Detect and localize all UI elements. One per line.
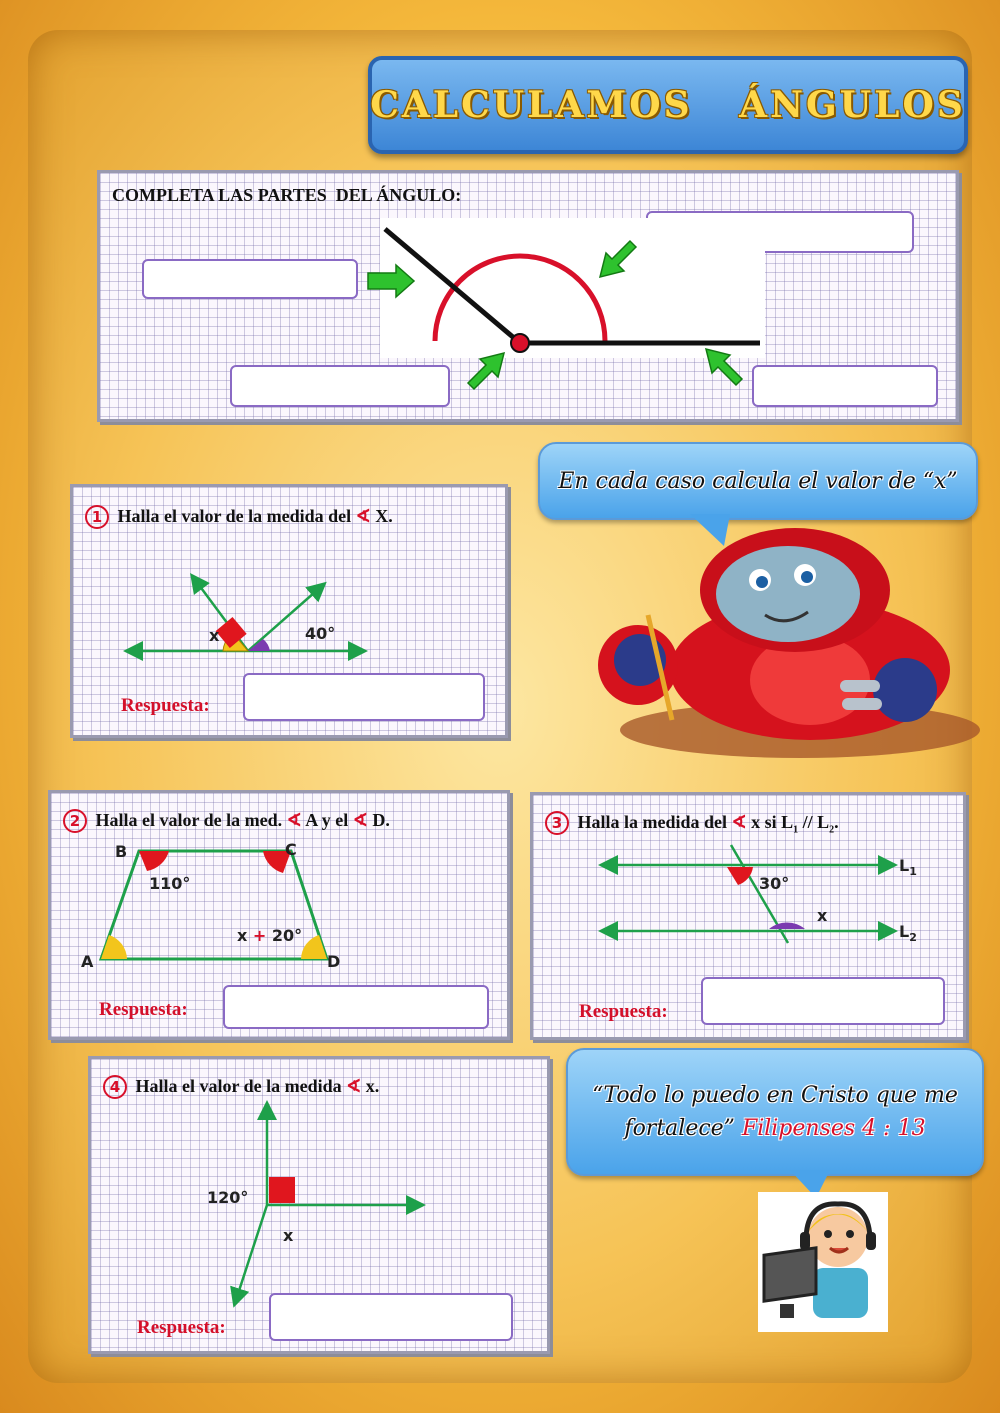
problem-2-answer-input[interactable] [223, 985, 489, 1029]
problem-4-number: 4 [103, 1075, 127, 1099]
instruction-bubble [538, 442, 978, 520]
svg-text:120°: 120° [207, 1188, 249, 1207]
diagram-white-bg [380, 218, 765, 358]
svg-text:L1: $L_1$ [899, 856, 917, 878]
svg-text:A: A [81, 952, 94, 971]
problem-3-number: 3 [545, 811, 569, 835]
answer-label: Respuesta: [99, 999, 188, 1020]
quote-reference: Filipenses 4 : 13 [741, 1116, 926, 1141]
robot-illustration [580, 520, 980, 770]
problem-3-answer-input[interactable] [701, 977, 945, 1025]
page-title: CALCULAMOS ÁNGULOS [370, 84, 966, 126]
answer-label: Respuesta: [121, 695, 210, 716]
problem-4-answer-input[interactable] [269, 1293, 513, 1341]
problem-4-heading: 4 Halla el valor de la medida ∢ x. [103, 1075, 379, 1099]
svg-text:40°: 40° [305, 624, 336, 643]
angle-parts-panel [97, 170, 959, 422]
angle-symbol-icon: ∢ [731, 812, 747, 832]
kid-computer-illustration [758, 1192, 888, 1332]
angle-diagram [100, 173, 956, 419]
problem-2-heading: 2 Halla el valor de la med. ∢ A y el ∢ D. [63, 809, 390, 833]
problem-3-heading: 3 Halla la medida del ∢ x si $L_1 // L_2$. [545, 811, 839, 836]
svg-text:x: x [209, 626, 220, 645]
problem-3-panel [530, 792, 966, 1040]
svg-text:30°: 30° [759, 874, 790, 893]
problem-1-panel [70, 484, 508, 738]
quote-line-2: fortalece” Filipenses 4 : 13 [624, 1116, 926, 1141]
quote-bubble [566, 1048, 984, 1176]
svg-text:x: x [283, 1226, 294, 1245]
svg-text:B: B [115, 842, 128, 861]
angle-parts-heading: COMPLETA LAS PARTES DEL ÁNGULO: [112, 185, 462, 205]
svg-text:x + 20°: x + 20° [237, 926, 303, 945]
angle-symbol-icon: ∢ [286, 810, 302, 830]
svg-text:L2: $L_2$ [899, 922, 917, 944]
answer-label: Respuesta: [579, 1001, 668, 1022]
problem-4-panel [88, 1056, 550, 1354]
problem-1-number: 1 [85, 505, 109, 529]
arrow-up-right-icon [468, 353, 504, 389]
problem-2-number: 2 [63, 809, 87, 833]
problem-1-answer-input[interactable] [243, 673, 485, 721]
angle-symbol-icon: ∢ [352, 810, 368, 830]
svg-text:C: C [285, 840, 297, 859]
angle-symbol-icon: ∢ [355, 506, 371, 526]
answer-label: Respuesta: [137, 1317, 226, 1338]
svg-text:110°: 110° [149, 874, 191, 893]
instruction-text: En cada caso calcula el valor de “x” [558, 468, 958, 494]
angle-vertex [511, 334, 529, 352]
problem-1-heading: 1 Halla el valor de la medida del ∢ X. [85, 505, 393, 529]
svg-text:x: x [817, 906, 828, 925]
angle-symbol-icon: ∢ [346, 1076, 362, 1096]
title-banner [368, 56, 968, 154]
quote-line-1: “Todo lo puedo en Cristo que me [592, 1083, 958, 1108]
svg-text:D: D [327, 952, 341, 971]
problem-2-panel [48, 790, 510, 1040]
